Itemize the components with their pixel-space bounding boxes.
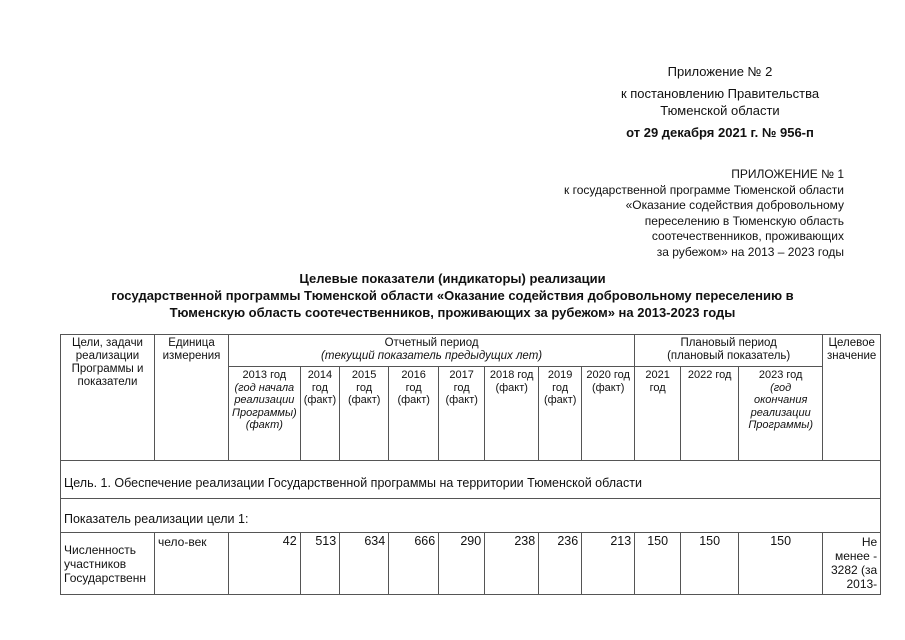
indicator-label-cell: Показатель реализации цели 1: xyxy=(61,499,881,533)
year-2018-header: 2018 год (факт) xyxy=(485,367,539,461)
row1-name: Численность участников Государственн xyxy=(61,533,155,595)
title-line3: Тюменскую область соотечественников, проживающих за рубежом» на 2013-2023 годы xyxy=(169,305,736,320)
appendix-1-line4: переселению в Тюменскую область xyxy=(644,213,844,228)
row1-value-2023: 150 xyxy=(739,533,823,595)
row1-value-2018: 238 xyxy=(485,533,539,595)
title-line1: Целевые показатели (индикаторы) реализации xyxy=(299,271,606,286)
row1-value-2019: 236 xyxy=(539,533,582,595)
row1-value-2015: 634 xyxy=(340,533,389,595)
appendix-2-line2: к постановлению Правительства xyxy=(620,86,820,101)
row1-value-2017: 290 xyxy=(439,533,485,595)
year-2020-header: 2020 год (факт) xyxy=(582,367,635,461)
table-header-row-1 xyxy=(61,335,881,367)
reporting-period-label: Отчетный период xyxy=(384,337,479,349)
appendix-2-line1: Приложение № 2 xyxy=(667,64,773,79)
appendix-2-line4: от 29 декабря 2021 г. № 956-п xyxy=(626,125,814,140)
planned-period-header xyxy=(635,335,823,367)
title-line2: государственной программы Тюменской области «Оказание содействия добровольному переселению в xyxy=(111,288,794,303)
row1-unit: чело-век xyxy=(155,533,229,595)
year-2013-label: 2013 год xyxy=(242,369,287,381)
year-2016-header: 2016 год (факт) xyxy=(389,367,439,461)
row1-target: Не менее - 3282 (за 2013- xyxy=(823,533,881,595)
appendix-1-header xyxy=(500,167,844,260)
reporting-period-sub: (текущий показатель предыдущих лет) xyxy=(321,350,543,362)
planned-period-label: Плановый период xyxy=(680,337,777,349)
row1-value-2021: 150 xyxy=(635,533,681,595)
year-2023-note: (год окончания реализации Программы) xyxy=(748,381,814,431)
goal-1-cell: Цель. 1. Обеспечение реализации Государственной программы на территории Тюменской области xyxy=(61,461,881,499)
year-2021-header: 2021 год xyxy=(635,367,681,461)
appendix-1-line3: «Оказание содействия добровольному xyxy=(625,198,844,212)
year-2013-note: (год начала реализации Программы) (факт) xyxy=(232,381,297,431)
document-title xyxy=(40,270,865,321)
year-2014-header: 2014 год (факт) xyxy=(300,367,339,461)
row1-value-2013: 42 xyxy=(229,533,301,595)
row1-value-2022: 150 xyxy=(681,533,739,595)
row1-value-2016: 666 xyxy=(389,533,439,595)
col-goals-header: Цели, задачи реализации Программы и показатели xyxy=(61,335,155,461)
year-2022-header: 2022 год xyxy=(681,367,739,461)
year-2013-header xyxy=(229,367,301,461)
reporting-period-header xyxy=(229,335,635,367)
indicator-label-row xyxy=(61,499,881,533)
planned-period-sub: (плановый показатель) xyxy=(667,350,791,362)
appendix-2-line3: Тюменской области xyxy=(660,103,780,118)
appendix-2-header xyxy=(600,63,840,141)
year-2017-header: 2017 год (факт) xyxy=(439,367,485,461)
indicators-table xyxy=(60,334,881,595)
table-row xyxy=(61,533,881,595)
appendix-1-line2: к государственной программе Тюменской области xyxy=(564,182,844,197)
col-unit-header: Единица измерения xyxy=(155,335,229,461)
year-2023-label: 2023 год xyxy=(758,369,803,381)
target-header: Целевое значение xyxy=(823,335,881,461)
goal-row xyxy=(61,461,881,499)
appendix-1-line5: соотечественников, проживающих xyxy=(651,229,844,243)
appendix-1-line6: за рубежом» на 2013 – 2023 годы xyxy=(656,244,844,259)
row1-value-2020: 213 xyxy=(582,533,635,595)
appendix-1-line1: ПРИЛОЖЕНИЕ № 1 xyxy=(731,167,844,181)
year-2015-header: 2015 год (факт) xyxy=(340,367,389,461)
year-2023-header xyxy=(739,367,823,461)
year-2019-header: 2019 год (факт) xyxy=(539,367,582,461)
row1-value-2014: 513 xyxy=(300,533,339,595)
